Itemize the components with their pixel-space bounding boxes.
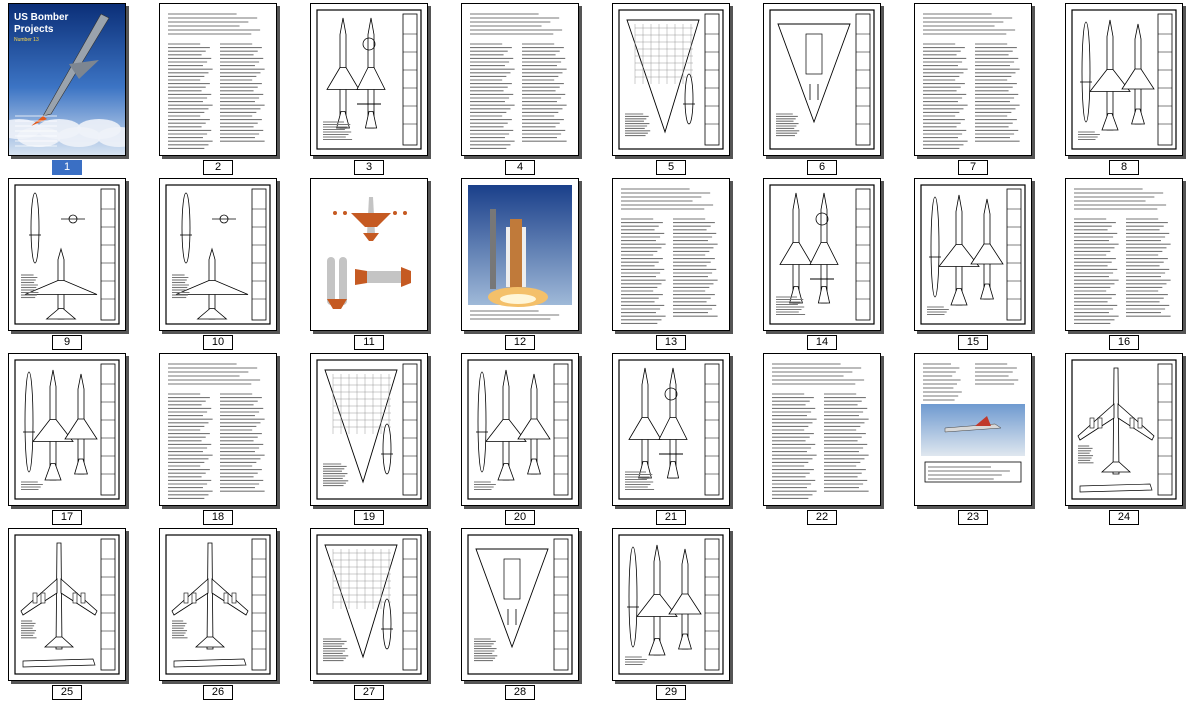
page-thumbnail[interactable] [755, 175, 906, 350]
page-number-label: 27 [354, 685, 384, 700]
svg-text:US Bomber: US Bomber [14, 12, 69, 23]
page-number-label: 8 [1109, 160, 1139, 175]
page-preview-image[interactable] [159, 3, 277, 156]
page-preview-image[interactable] [8, 528, 126, 681]
page-preview-image[interactable] [914, 353, 1032, 506]
page-number-label: 10 [203, 335, 233, 350]
page-preview-image[interactable] [159, 178, 277, 331]
svg-text:Number 13: Number 13 [14, 37, 39, 43]
page-thumbnail[interactable] [302, 0, 453, 175]
page-thumbnail[interactable] [453, 525, 604, 700]
page-number-label: 19 [354, 510, 384, 525]
page-preview-image[interactable] [159, 528, 277, 681]
page-number-label: 5 [656, 160, 686, 175]
page-number-label: 25 [52, 685, 82, 700]
page-thumbnail[interactable] [0, 350, 151, 525]
page-thumbnail[interactable] [453, 175, 604, 350]
page-number-label: 4 [505, 160, 535, 175]
page-number-label: 1 [52, 160, 82, 175]
page-preview-image[interactable] [8, 178, 126, 331]
page-number-label: 23 [958, 510, 988, 525]
page-preview-image[interactable] [612, 528, 730, 681]
page-number-label: 7 [958, 160, 988, 175]
page-preview-image[interactable] [159, 353, 277, 506]
page-number-label: 11 [354, 335, 384, 350]
page-thumbnail[interactable] [302, 525, 453, 700]
page-preview-image[interactable] [8, 353, 126, 506]
page-number-label: 13 [656, 335, 686, 350]
page-preview-image[interactable] [310, 178, 428, 331]
page-thumbnail[interactable] [906, 350, 1057, 525]
page-number-label: 15 [958, 335, 988, 350]
page-number-label: 9 [52, 335, 82, 350]
page-preview-image[interactable] [310, 353, 428, 506]
page-number-label: 26 [203, 685, 233, 700]
page-preview-image[interactable] [914, 178, 1032, 331]
page-preview-image[interactable] [461, 528, 579, 681]
page-preview-image[interactable] [310, 3, 428, 156]
page-number-label: 18 [203, 510, 233, 525]
page-number-label: 24 [1109, 510, 1139, 525]
page-number-label: 16 [1109, 335, 1139, 350]
page-preview-image[interactable] [1065, 353, 1183, 506]
page-number-label: 6 [807, 160, 837, 175]
page-preview-image[interactable] [461, 178, 579, 331]
page-preview-image[interactable] [612, 178, 730, 331]
page-thumbnail[interactable] [0, 525, 151, 700]
page-thumbnail[interactable] [151, 525, 302, 700]
page-thumbnail[interactable] [604, 175, 755, 350]
page-thumbnail[interactable] [906, 0, 1057, 175]
page-thumbnail[interactable] [604, 350, 755, 525]
page-preview-image[interactable] [612, 3, 730, 156]
page-thumbnail[interactable] [755, 0, 906, 175]
page-number-label: 12 [505, 335, 535, 350]
page-thumbnail[interactable] [906, 175, 1057, 350]
page-preview-image[interactable] [763, 353, 881, 506]
page-thumbnail[interactable] [1057, 350, 1190, 525]
page-thumbnail[interactable] [604, 0, 755, 175]
page-thumbnail[interactable] [151, 350, 302, 525]
page-preview-image[interactable] [1065, 178, 1183, 331]
page-number-label: 21 [656, 510, 686, 525]
page-preview-image[interactable] [461, 353, 579, 506]
page-number-label: 29 [656, 685, 686, 700]
page-preview-image[interactable] [1065, 3, 1183, 156]
page-thumbnail[interactable] [604, 525, 755, 700]
page-preview-image[interactable] [310, 528, 428, 681]
svg-text:Projects: Projects [14, 24, 54, 35]
page-thumbnail[interactable] [453, 350, 604, 525]
page-preview-image[interactable] [763, 3, 881, 156]
page-number-label: 2 [203, 160, 233, 175]
page-thumbnail[interactable] [1057, 0, 1190, 175]
page-preview-image[interactable] [8, 3, 126, 156]
page-thumbnail[interactable] [151, 0, 302, 175]
page-number-label: 17 [52, 510, 82, 525]
page-preview-image[interactable] [763, 178, 881, 331]
page-thumbnail[interactable] [0, 0, 151, 175]
page-number-label: 20 [505, 510, 535, 525]
page-thumbnail[interactable] [755, 350, 906, 525]
page-thumbnail[interactable] [302, 175, 453, 350]
page-number-label: 28 [505, 685, 535, 700]
page-preview-image[interactable] [461, 3, 579, 156]
page-number-label: 3 [354, 160, 384, 175]
page-number-label: 14 [807, 335, 837, 350]
page-thumbnail[interactable] [1057, 175, 1190, 350]
page-thumbnail[interactable] [302, 350, 453, 525]
page-preview-image[interactable] [914, 3, 1032, 156]
page-thumbnail[interactable] [453, 0, 604, 175]
page-number-label: 22 [807, 510, 837, 525]
page-preview-image[interactable] [612, 353, 730, 506]
page-thumbnail[interactable] [151, 175, 302, 350]
page-thumbnail[interactable] [0, 175, 151, 350]
